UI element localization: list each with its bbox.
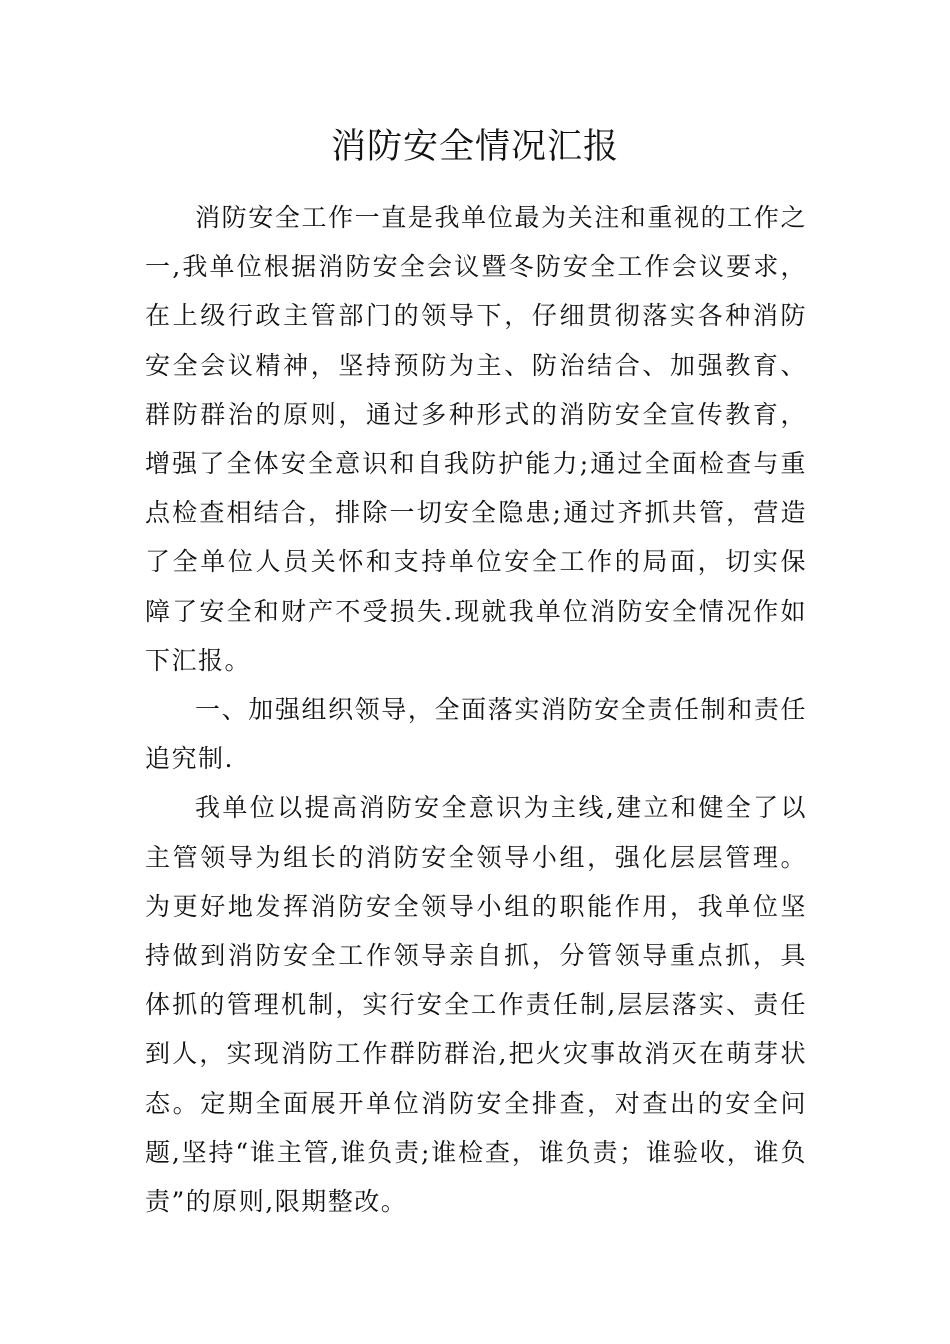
document-body — [145, 193, 807, 1226]
section-heading-paragraph: 一、加强组织领导，全面落实消防安全责任制和责任追究制. — [145, 695, 807, 774]
section-body-paragraph: 我单位以提高消防安全意识为主线,建立和健全了以主管领导为组长的消防安全领导小组，强化层层管理。为更好地发挥消防安全领导小组的职能作用，我单位坚持做到消防安全工作领导亲自抓，分管领导重点抓，具体抓的管理机制，实行安全工作责任制,层层落实、责任到人，实现消防工作群防群治,把火灾事故消灭在萌芽状态。定期全面展开单位消防安全排查，对查出的安全问题,坚持“谁主管,谁负责;谁检查，谁负责；谁验收，谁负责”的原则,限期整改。 — [145, 793, 807, 1217]
intro-paragraph: 消防安全工作一直是我单位最为关注和重视的工作之一,我单位根据消防安全会议暨冬防安全工作会议要求，在上级行政主管部门的领导下，仔细贯彻落实各种消防安全会议精神，坚持预防为主、防治结合、加强教育、群防群治的原则，通过多种形式的消防安全宣传教育，增强了全体安全意识和自我防护能力;通过全面检查与重点检查相结合，排除一切安全隐患;通过齐抓共管，营造了全单位人员关怀和支持单位安全工作的局面，切实保障了安全和财产不受损失.现就我单位消防安全情况作如下汇报。 — [145, 203, 807, 675]
document-title: 消防安全情况汇报 — [330, 127, 619, 167]
